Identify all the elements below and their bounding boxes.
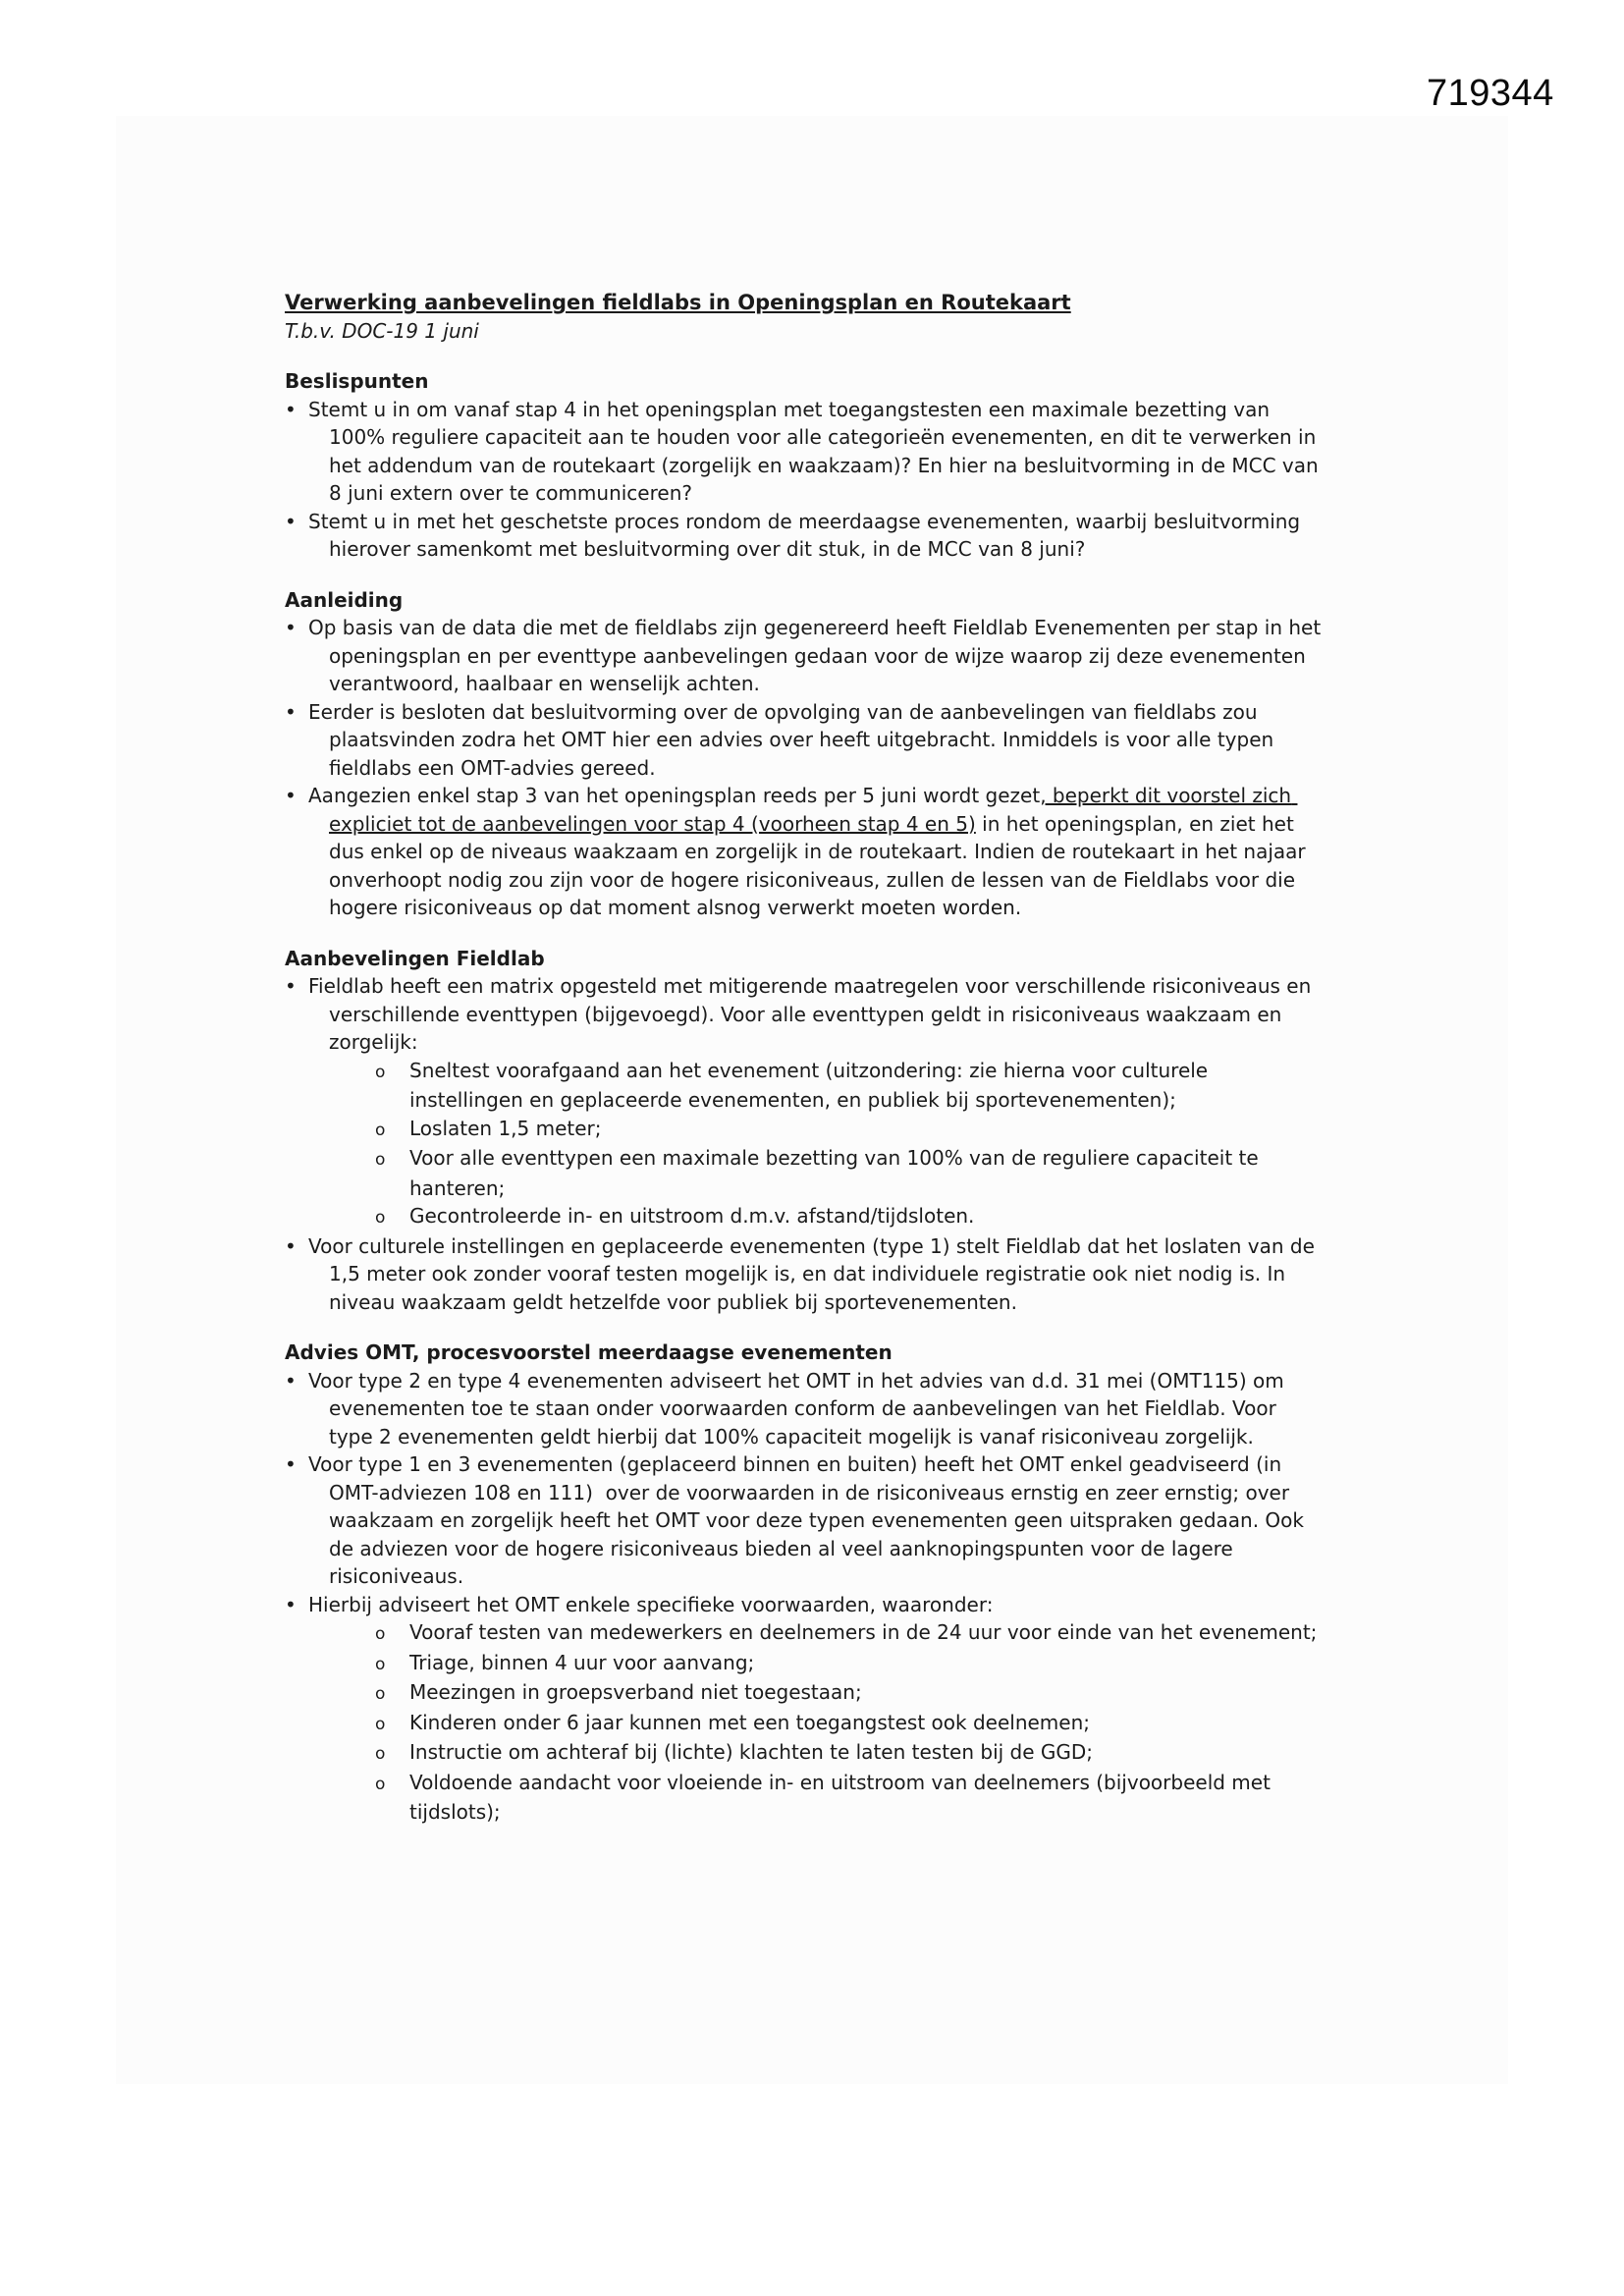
sub-bullet-marker: [370, 1678, 409, 1709]
section-heading-advies-omt: Advies OMT, procesvoorstel meerdaagse evenementen: [285, 1340, 893, 1364]
sub-bullet-marker: [370, 1144, 409, 1175]
bullet-text-plain: Aangezien enkel stap 3 van het openingsplan reeds per 5 juni wordt gezet: [308, 784, 1041, 807]
bullet-list: [285, 614, 1326, 922]
section-heading-aanleiding: Aanleiding: [285, 587, 404, 612]
bullet-text-plain: in het openingsplan, en ziet het dus enkel op de niveaus waakzaam en zorgelijk in de routekaart. Indien de routekaart in het najaar onverhoopt nodig zou zijn voor de hogere risiconiveaus, zullen de lessen van de Fieldlabs voor die hogere risiconiveaus op dat moment alsnog verwerkt moeten worden.: [329, 811, 1312, 919]
sub-bullet-text: Sneltest voorafgaand aan het evenement (uitzondering: zie hierna voor culturele instellingen en geplaceerde evenementen, en publiek bij sportevenementen);: [409, 1058, 1215, 1112]
bullet-text: Voor type 2 en type 4 evenementen adviseert het OMT in het advies van d.d. 31 mei (OMT115) om evenementen toe te staan onder voorwaarden conform de aanbevelingen van het Fieldlab. Voor type 2 evenementen geldt hierbij dat 100% capaciteit mogelijk is vanaf risiconiveau zorgelijk.: [308, 1368, 1291, 1449]
bullet-marker: [285, 1591, 308, 1619]
sub-bullet-marker: [370, 1057, 409, 1087]
sub-bullet-item: [370, 1144, 1326, 1202]
sub-bullet-text: Instructie om achteraf bij (lichte) klachten te laten testen bij de GGD;: [409, 1740, 1094, 1764]
bullet-marker: [285, 396, 308, 424]
bullet-marker: [285, 1367, 308, 1395]
sub-bullet-marker: [370, 1202, 409, 1232]
bullet-marker: [285, 508, 308, 536]
bullet-text-underlined: , beperkt dit voorstel zich expliciet tot de aanbevelingen voor stap 4 (voorheen stap 4 en 5): [329, 784, 1298, 836]
sub-bullet-item: [370, 1649, 1326, 1679]
sub-bullet-item: [370, 1115, 1326, 1145]
sub-bullet-list: [370, 1057, 1326, 1232]
bullet-marker: [285, 614, 308, 642]
bullet-text: Voor type 1 en 3 evenementen (geplaceerd binnen en buiten) heeft het OMT enkel geadviseerd (in OMT-adviezen 108 en 111) over de voorwaarden in de risiconiveaus ernstig en zeer ernstig; over waakzaam en zorgelijk heeft het OMT voor deze typen evenementen geen uitspraken gedaan. Ook de adviezen voor de hogere risiconiveaus bieden al veel aanknopingspunten voor de lagere risiconiveaus.: [308, 1452, 1311, 1588]
sub-bullet-item: [370, 1769, 1326, 1827]
doc-subtitle: T.b.v. DOC-19 1 juni: [285, 318, 479, 343]
sub-bullet-text: Loslaten 1,5 meter;: [409, 1116, 602, 1140]
sub-bullet-item: [370, 1618, 1326, 1649]
bullet-item: [285, 508, 1326, 564]
bullet-list: [285, 972, 1326, 1316]
bullet-marker: [285, 1232, 308, 1261]
sub-bullet-text: Voldoende aandacht voor vloeiende in- en uitstroom van deelnemers (bijvoorbeeld met tijdslots);: [409, 1770, 1277, 1824]
bullet-item: [285, 396, 1326, 508]
sub-bullet-item: [370, 1709, 1326, 1739]
section-aanbevelingen-fieldlab: [285, 945, 1326, 1317]
doc-title: Verwerking aanbevelingen fieldlabs in Openingsplan en Routekaart: [285, 291, 1071, 314]
bullet-text: Stemt u in met het geschetste proces rondom de meerdaagse evenementen, waarbij besluitvorming hierover samenkomt met besluitvorming over dit stuk, in de MCC van 8 juni?: [308, 509, 1307, 561]
sub-bullet-text: Triage, binnen 4 uur voor aanvang;: [409, 1650, 755, 1674]
sub-bullet-text: Vooraf testen van medewerkers en deelnemers in de 24 uur voor einde van het evenement;: [409, 1620, 1318, 1644]
bullet-marker: [285, 1450, 308, 1479]
bullet-text: Eerder is besloten dat besluitvorming over de opvolging van de aanbevelingen van fieldlabs zou plaatsvinden zodra het OMT hier een advies over heeft uitgebracht. Inmiddels is voor alle typen fieldlabs een OMT-advies gereed.: [308, 699, 1280, 780]
sub-bullet-item: [370, 1202, 1326, 1232]
sub-bullet-text: Meezingen in groepsverband niet toegestaan;: [409, 1680, 862, 1704]
bullet-item: [285, 614, 1326, 698]
bullet-item: [285, 1450, 1326, 1591]
bullet-text: Stemt u in om vanaf stap 4 in het openingsplan met toegangstesten een maximale bezetting van 100% reguliere capaciteit aan te houden voor alle categorieën evenementen, en dit te verwerken in het addendum van de routekaart (zorgelijk en waakzaam)? En hier na besluitvorming in de MCC van 8 juni extern over te communiceren?: [308, 397, 1326, 505]
section-heading-beslispunten: Beslispunten: [285, 369, 429, 393]
sub-bullet-text: Voor alle eventtypen een maximale bezetting van 100% van de reguliere capaciteit te hanteren;: [409, 1146, 1266, 1200]
bullet-marker: [285, 782, 308, 810]
bullet-text: [308, 784, 1312, 919]
bullet-item: [285, 1367, 1326, 1451]
bullet-marker: [285, 972, 308, 1001]
page-content: [116, 116, 1508, 1827]
section-beslispunten: [285, 367, 1326, 564]
document-id-stamp: 719344: [1427, 73, 1554, 114]
sub-bullet-marker: [370, 1618, 409, 1649]
bullet-list: [285, 396, 1326, 564]
sub-bullet-item: [370, 1678, 1326, 1709]
sub-bullet-text: Kinderen onder 6 jaar kunnen met een toegangstest ook deelnemen;: [409, 1710, 1090, 1734]
bullet-marker: [285, 698, 308, 727]
bullet-item: [285, 1591, 1326, 1827]
bullet-list: [285, 1367, 1326, 1827]
bullet-item: [285, 1232, 1326, 1317]
bullet-item: [285, 972, 1326, 1232]
section-advies-omt: [285, 1339, 1326, 1827]
sub-bullet-item: [370, 1738, 1326, 1769]
bullet-text: Voor culturele instellingen en geplaceerde evenementen (type 1) stelt Fieldlab dat het loslaten van de 1,5 meter ook zonder vooraf testen mogelijk is, en dat individuele registratie ook niet nodig is. In niveau waakzaam geldt hetzelfde voor publiek bij sportevenementen.: [308, 1233, 1322, 1314]
section-aanleiding: [285, 586, 1326, 922]
bullet-item: [285, 782, 1326, 922]
sub-bullet-marker: [370, 1649, 409, 1679]
sub-bullet-list: [370, 1618, 1326, 1827]
sub-bullet-marker: [370, 1115, 409, 1145]
sub-bullet-text: Gecontroleerde in- en uitstroom d.m.v. afstand/tijdsloten.: [409, 1204, 975, 1228]
sub-bullet-marker: [370, 1769, 409, 1799]
scanned-page: [116, 116, 1508, 2084]
sub-bullet-marker: [370, 1738, 409, 1769]
bullet-item: [285, 698, 1326, 783]
sub-bullet-item: [370, 1057, 1326, 1115]
bullet-text: Op basis van de data die met de fieldlabs zijn gegenereerd heeft Fieldlab Evenementen per stap in het openingsplan en per eventtype aanbevelingen gedaan voor de wijze waarop zij deze evenementen verantwoord, haalbaar en wenselijk achten.: [308, 616, 1327, 695]
section-heading-aanbevelingen-fieldlab: Aanbevelingen Fieldlab: [285, 946, 545, 970]
bullet-text: Hierbij adviseert het OMT enkele specifieke voorwaarden, waaronder:: [308, 1592, 994, 1616]
bullet-text: Fieldlab heeft een matrix opgesteld met mitigerende maatregelen voor verschillende risiconiveaus en verschillende eventtypen (bijgevoegd). Voor alle eventtypen geldt in risiconiveaus waakzaam en zorgelijk:: [308, 974, 1318, 1054]
sub-bullet-marker: [370, 1709, 409, 1739]
